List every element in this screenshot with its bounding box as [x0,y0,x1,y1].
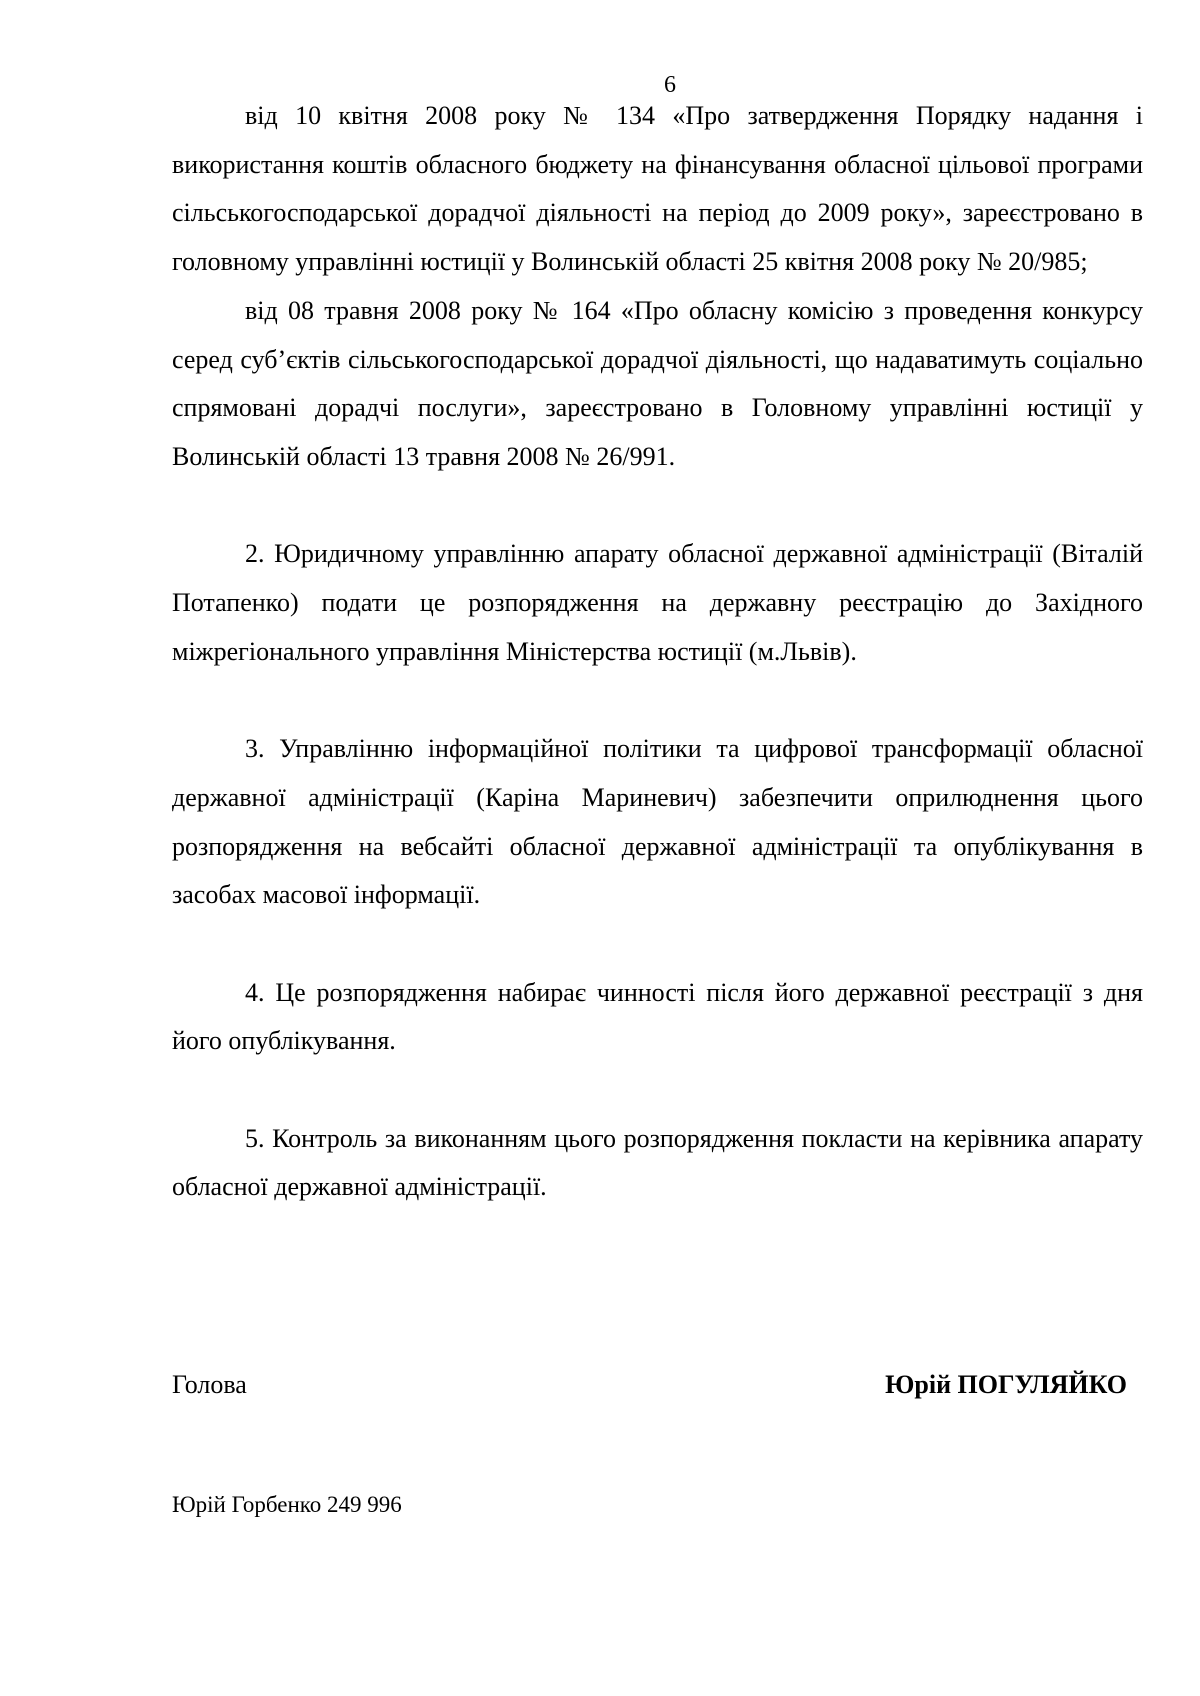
paragraph-item-3: 3. Управлінню інформаційної політики та цифрової трансформації обласної державної адміністрації (Каріна Мариневич) забезпечити оприлюднення цього розпорядження на вебсайті обласної державної адміністрації та опублікування в засобах масової інформації. [172,734,1143,910]
paragraph-item-4: 4. Це розпорядження набирає чинності після його державної реєстрації з дня його опублікування. [172,977,1143,1056]
paragraph-order-134: від 10 квітня 2008 року № 134 «Про затвердження Порядку надання і використання коштів обласного бюджету на фінансування обласної цільової програми сільськогосподарської дорадчої діяльності на період до 2009 року», зареєстровано в головному управлінні юстиції у Волинській області 25 квітня 2008 року № 20/985; [172,101,1143,277]
signatory-name: Юрій ПОГУЛЯЙКО [885,1370,1127,1399]
executor-contact: Юрій Горбенко 249 996 [172,1492,402,1517]
paragraph-item-2: 2. Юридичному управлінню апарату обласної державної адміністрації (Віталій Потапенко) подати це розпорядження на державну реєстрацію до Західного міжрегіонального управління Міністерства юстиції (м.Львів). [172,539,1143,666]
paragraph-item-5: 5. Контроль за виконанням цього розпорядження покласти на керівника апарату обласної державної адміністрації. [172,1123,1143,1202]
page-number: 6 [664,72,676,98]
document-body [172,92,1143,1212]
paragraph-order-164: від 08 травня 2008 року № 164 «Про обласну комісію з проведення конкурсу серед суб’єктів сільськогосподарської дорадчої діяльності, що надаватимуть соціально спрямовані дорадчі послуги», зареєстровано в Головному управлінні юстиції у Волинській області 13 травня 2008 № 26/991. [172,295,1143,471]
signatory-title: Голова [172,1370,247,1399]
